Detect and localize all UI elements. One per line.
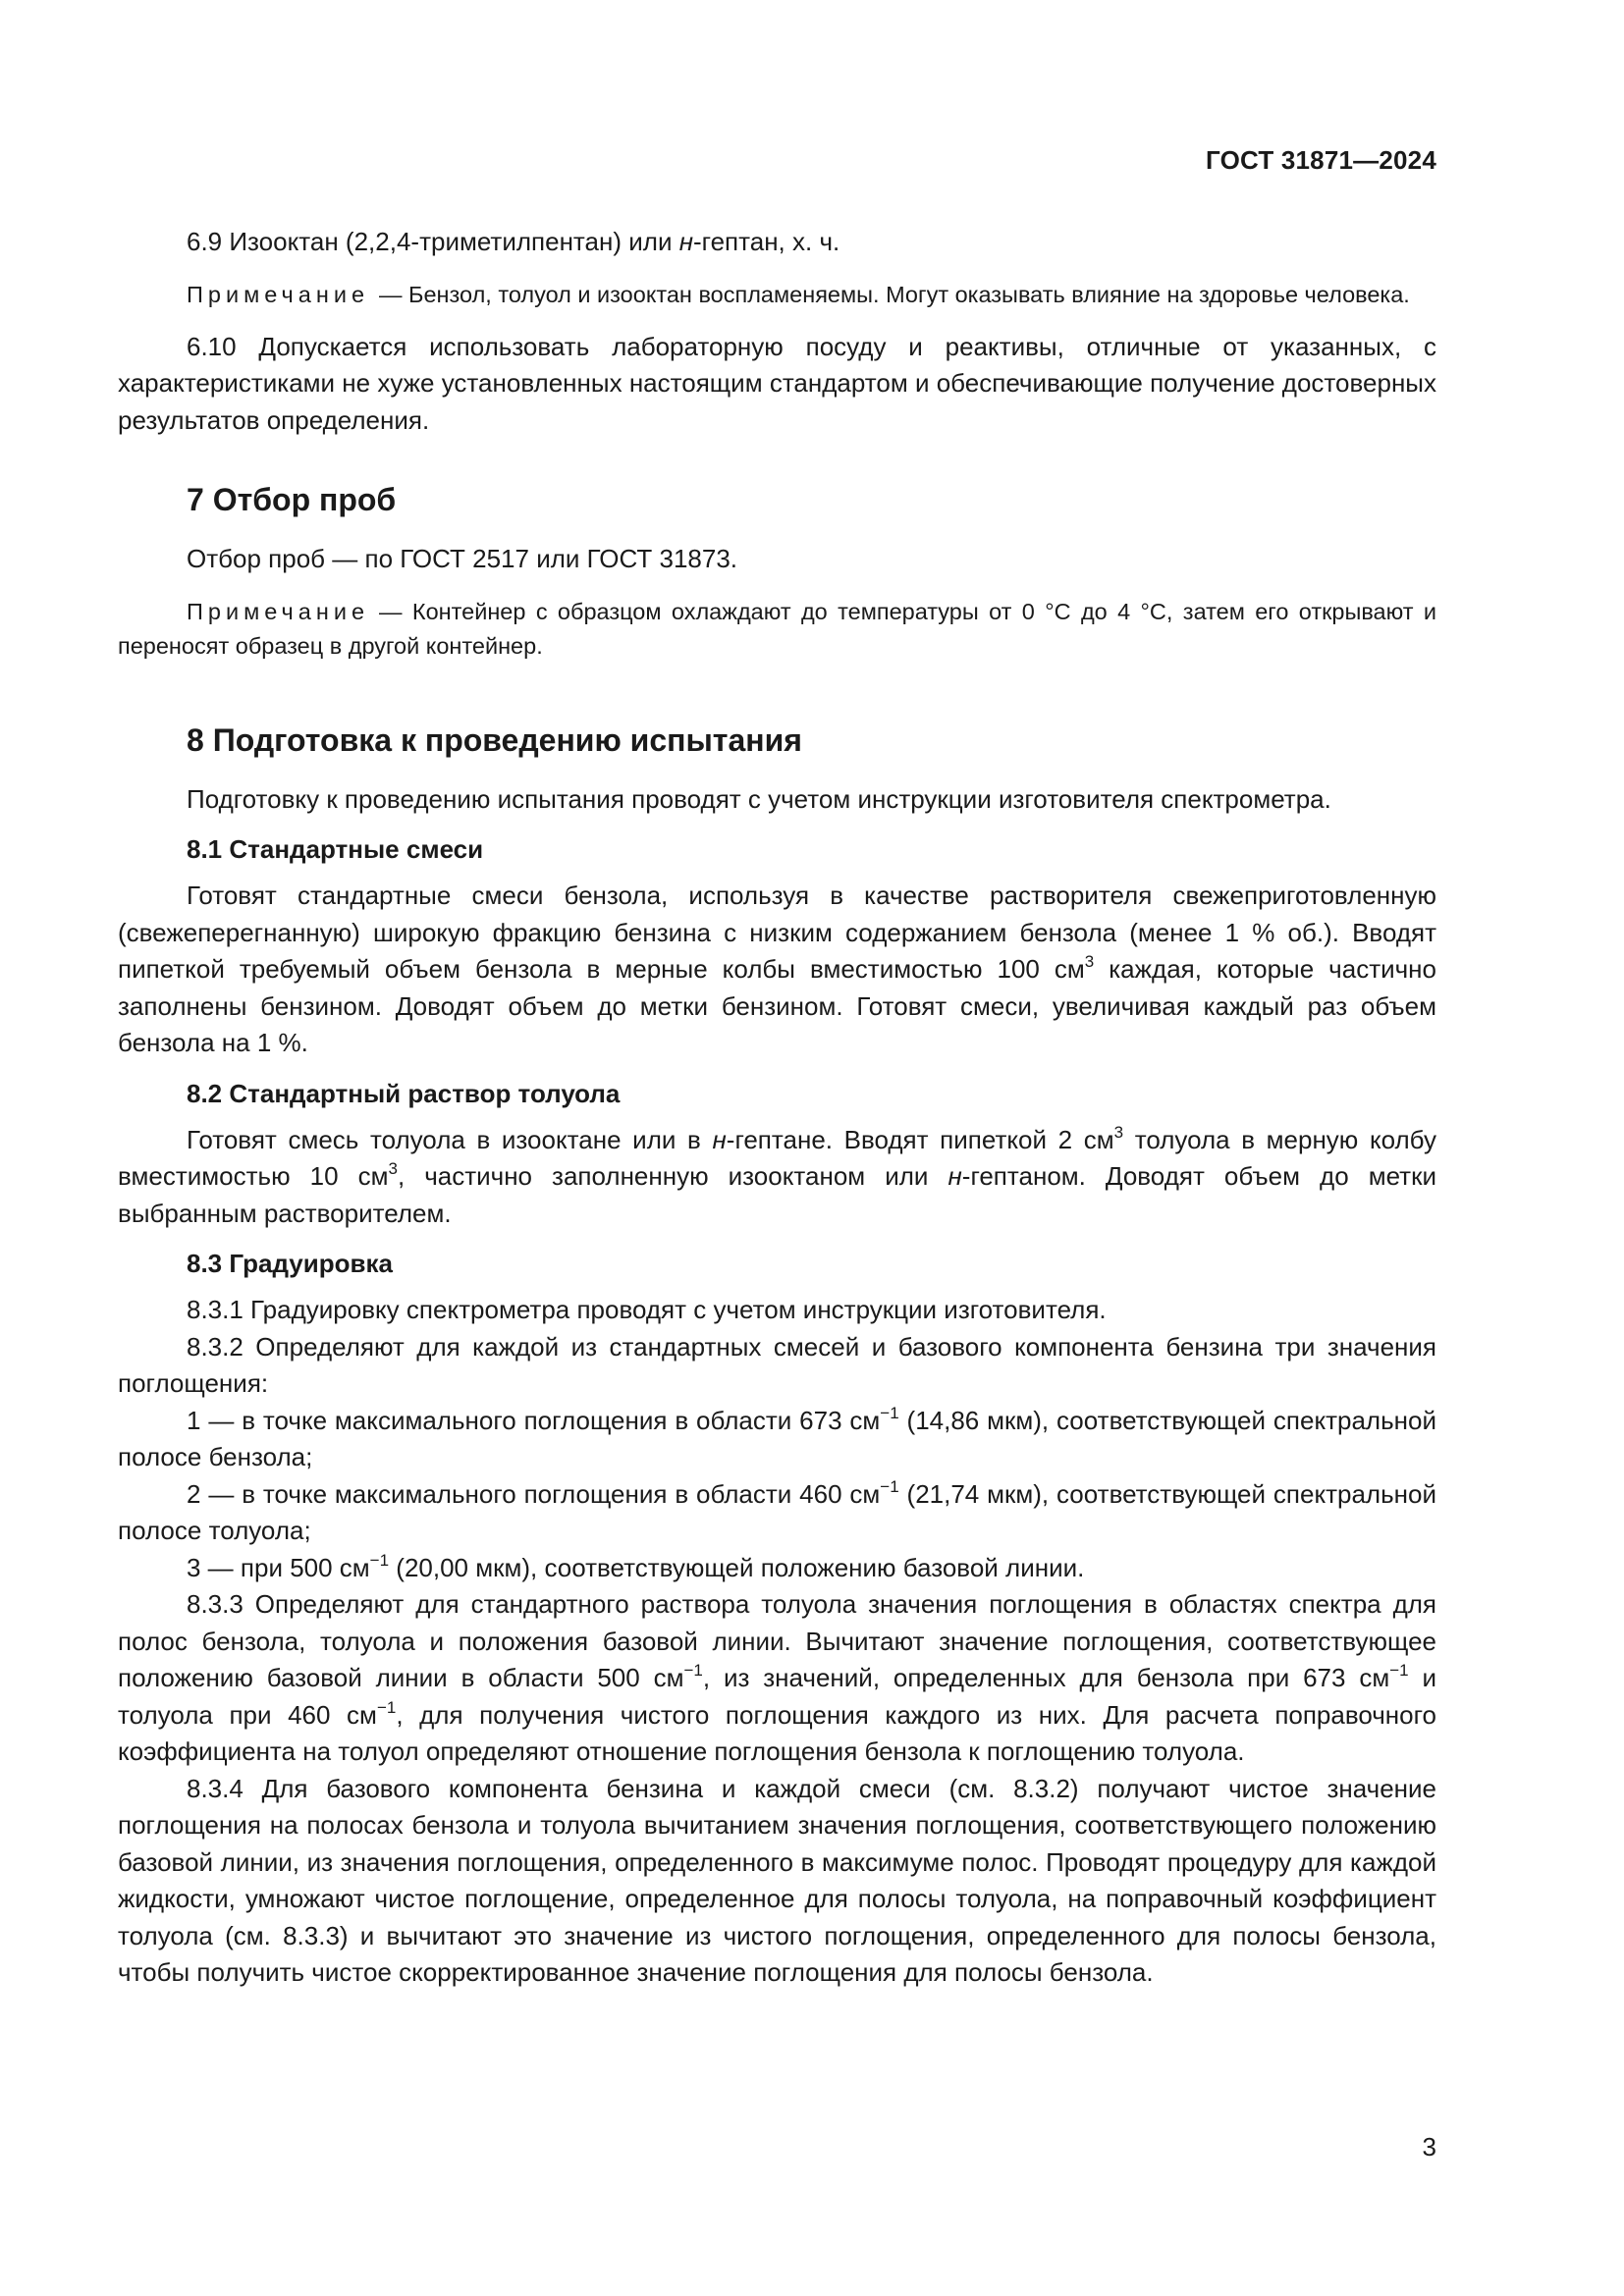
paragraph-8-3-3 <box>118 1586 1436 1771</box>
text-run: , частично заполненную изооктаном или <box>397 1161 948 1191</box>
text-run: 8.3.3 Определяют для стандартного раствора толуола значения поглощения в областях спектра для полос бензола, толуола и положения базовой линии. Вычитают значение поглощения, соответствующее положению базовой линии в области 500 см <box>118 1589 1436 1692</box>
subsection-8-2-title: 8.2 Стандартный раствор толуола <box>187 1078 621 1108</box>
text-run: Готовят смесь толуола в изооктане или в <box>187 1124 713 1154</box>
paragraph-8-3-1: 8.3.1 Градуировку спектрометра проводят с учетом инструкции изготовителя. <box>187 1295 1107 1324</box>
text-run: Готовят стандартные смеси бензола, используя в качестве растворителя свежеприготовленную (свежеперегнанную) широкую фракцию бензина с низким содержанием бензола (менее 1 % об.). Вводят пипеткой требуемый объем бензола в мерные колбы вместимостью 100 см <box>118 881 1436 984</box>
list-item-2 <box>118 1476 1436 1550</box>
section-8-title: 8 Подготовка к проведению испытания <box>187 721 802 758</box>
subsection-8-1-title: 8.1 Стандартные смеси <box>187 834 484 864</box>
text-run: (21,74 мкм), соответствующей спектральной полосе толуола; <box>118 1478 1436 1545</box>
superscript: 3 <box>388 1159 398 1178</box>
paragraph-6-9 <box>118 224 1436 261</box>
page-content <box>118 224 1436 1992</box>
text-run: и толуола при 460 см <box>118 1663 1436 1730</box>
list-item-1 <box>118 1403 1436 1476</box>
text-run: -гептаном. Доводят объем до метки выбранным растворителем. <box>118 1161 1436 1228</box>
text-run: (20,00 мкм), соответствующей положению базовой линии. <box>389 1552 1085 1582</box>
section-7-title: 7 Отбор проб <box>187 482 397 517</box>
text-run: (14,86 мкм), соответствующей спектральной полосе бензола; <box>118 1405 1436 1471</box>
note-label: Примечание <box>187 598 370 624</box>
text-run: толуола в мерную колбу вместимостью 10 см <box>118 1124 1436 1191</box>
paragraph-8-1 <box>118 878 1436 1062</box>
document-number: ГОСТ 31871—2024 <box>1206 145 1436 175</box>
superscript: −1 <box>683 1661 703 1680</box>
paragraph-8-2 <box>118 1122 1436 1233</box>
superscript: 3 <box>1113 1122 1124 1142</box>
italic-run: н <box>947 1161 962 1191</box>
note-6-9 <box>118 278 1436 312</box>
text-run: , из значений, определенных для бензола при 673 см <box>702 1663 1390 1692</box>
italic-run: н <box>712 1124 727 1154</box>
note-text: — Контейнер с образцом охлаждают до температуры от 0 °С до 4 °С, затем его открывают и переносят образец в другой контейнер. <box>118 598 1436 659</box>
paragraph-7: Отбор проб — по ГОСТ 2517 или ГОСТ 31873. <box>187 544 738 573</box>
paragraph-6-10: 6.10 Допускается использовать лабораторную посуду и реактивы, отличные от указанных, с характеристиками не хуже установленных настоящим стандартом и обеспечивающие получение достоверных результатов определения. <box>118 331 1436 435</box>
page-number: 3 <box>1422 2132 1436 2162</box>
superscript: 3 <box>1084 952 1095 971</box>
text-run: -гептан, х. ч. <box>693 227 840 256</box>
paragraph-8-intro: Подготовку к проведению испытания проводят с учетом инструкции изготовителя спектрометра. <box>187 783 1331 814</box>
text-run: 1 — в точке максимального поглощения в области 673 см <box>187 1405 881 1435</box>
text-run: 2 — в точке максимального поглощения в области 460 см <box>187 1478 881 1509</box>
superscript: −1 <box>880 1403 899 1422</box>
text-run: каждая, которые частично заполнены бензином. Доводят объем до метки бензином. Готовят смеси, увеличивая каждый раз объем бензола на 1 %. <box>118 954 1436 1057</box>
text-run: 6.9 Изооктан (2,2,4-триметилпентан) или <box>187 227 679 256</box>
text-run: 3 — при 500 см <box>187 1552 370 1582</box>
superscript: −1 <box>376 1697 397 1717</box>
superscript: −1 <box>1389 1661 1409 1680</box>
list-item-3 <box>118 1550 1436 1587</box>
text-run: -гептане. Вводят пипеткой 2 см <box>726 1124 1114 1154</box>
note-label: Примечание <box>187 281 370 307</box>
paragraph-8-3-4: 8.3.4 Для базового компонента бензина и каждой смеси (см. 8.3.2) получают чистое значение поглощения на полосах бензола и толуола вычитанием значения поглощения, соответствующего положению базовой линии, из значения поглощения, определенного в максимуме полос. Проводят процедуру для каждой жидкости, умножают чистое поглощение, определенное для полосы толуола, на поправочный коэффициент толуола (см. 8.3.3) и вычитают это значение из чистого поглощения, определенного для полосы бензола, чтобы получить чистое скорректированное значение поглощения для полосы бензола. <box>118 1773 1436 1987</box>
superscript: −1 <box>880 1476 899 1496</box>
subsection-8-3-title: 8.3 Градуировка <box>187 1249 393 1278</box>
paragraph-8-3-2: 8.3.2 Определяют для каждой из стандартных смесей и базового компонента бензина три значения поглощения: <box>118 1331 1436 1398</box>
note-text: — Бензол, толуол и изооктан воспламеняемы. Могут оказывать влияние на здоровье человека. <box>379 281 1410 307</box>
note-7 <box>118 595 1436 664</box>
italic-run: н <box>678 227 694 256</box>
superscript: −1 <box>369 1550 390 1570</box>
text-run: , для получения чистого поглощения каждого из них. Для расчета поправочного коэффициента на толуол определяют отношение поглощения бензола к поглощению толуола. <box>118 1699 1437 1766</box>
